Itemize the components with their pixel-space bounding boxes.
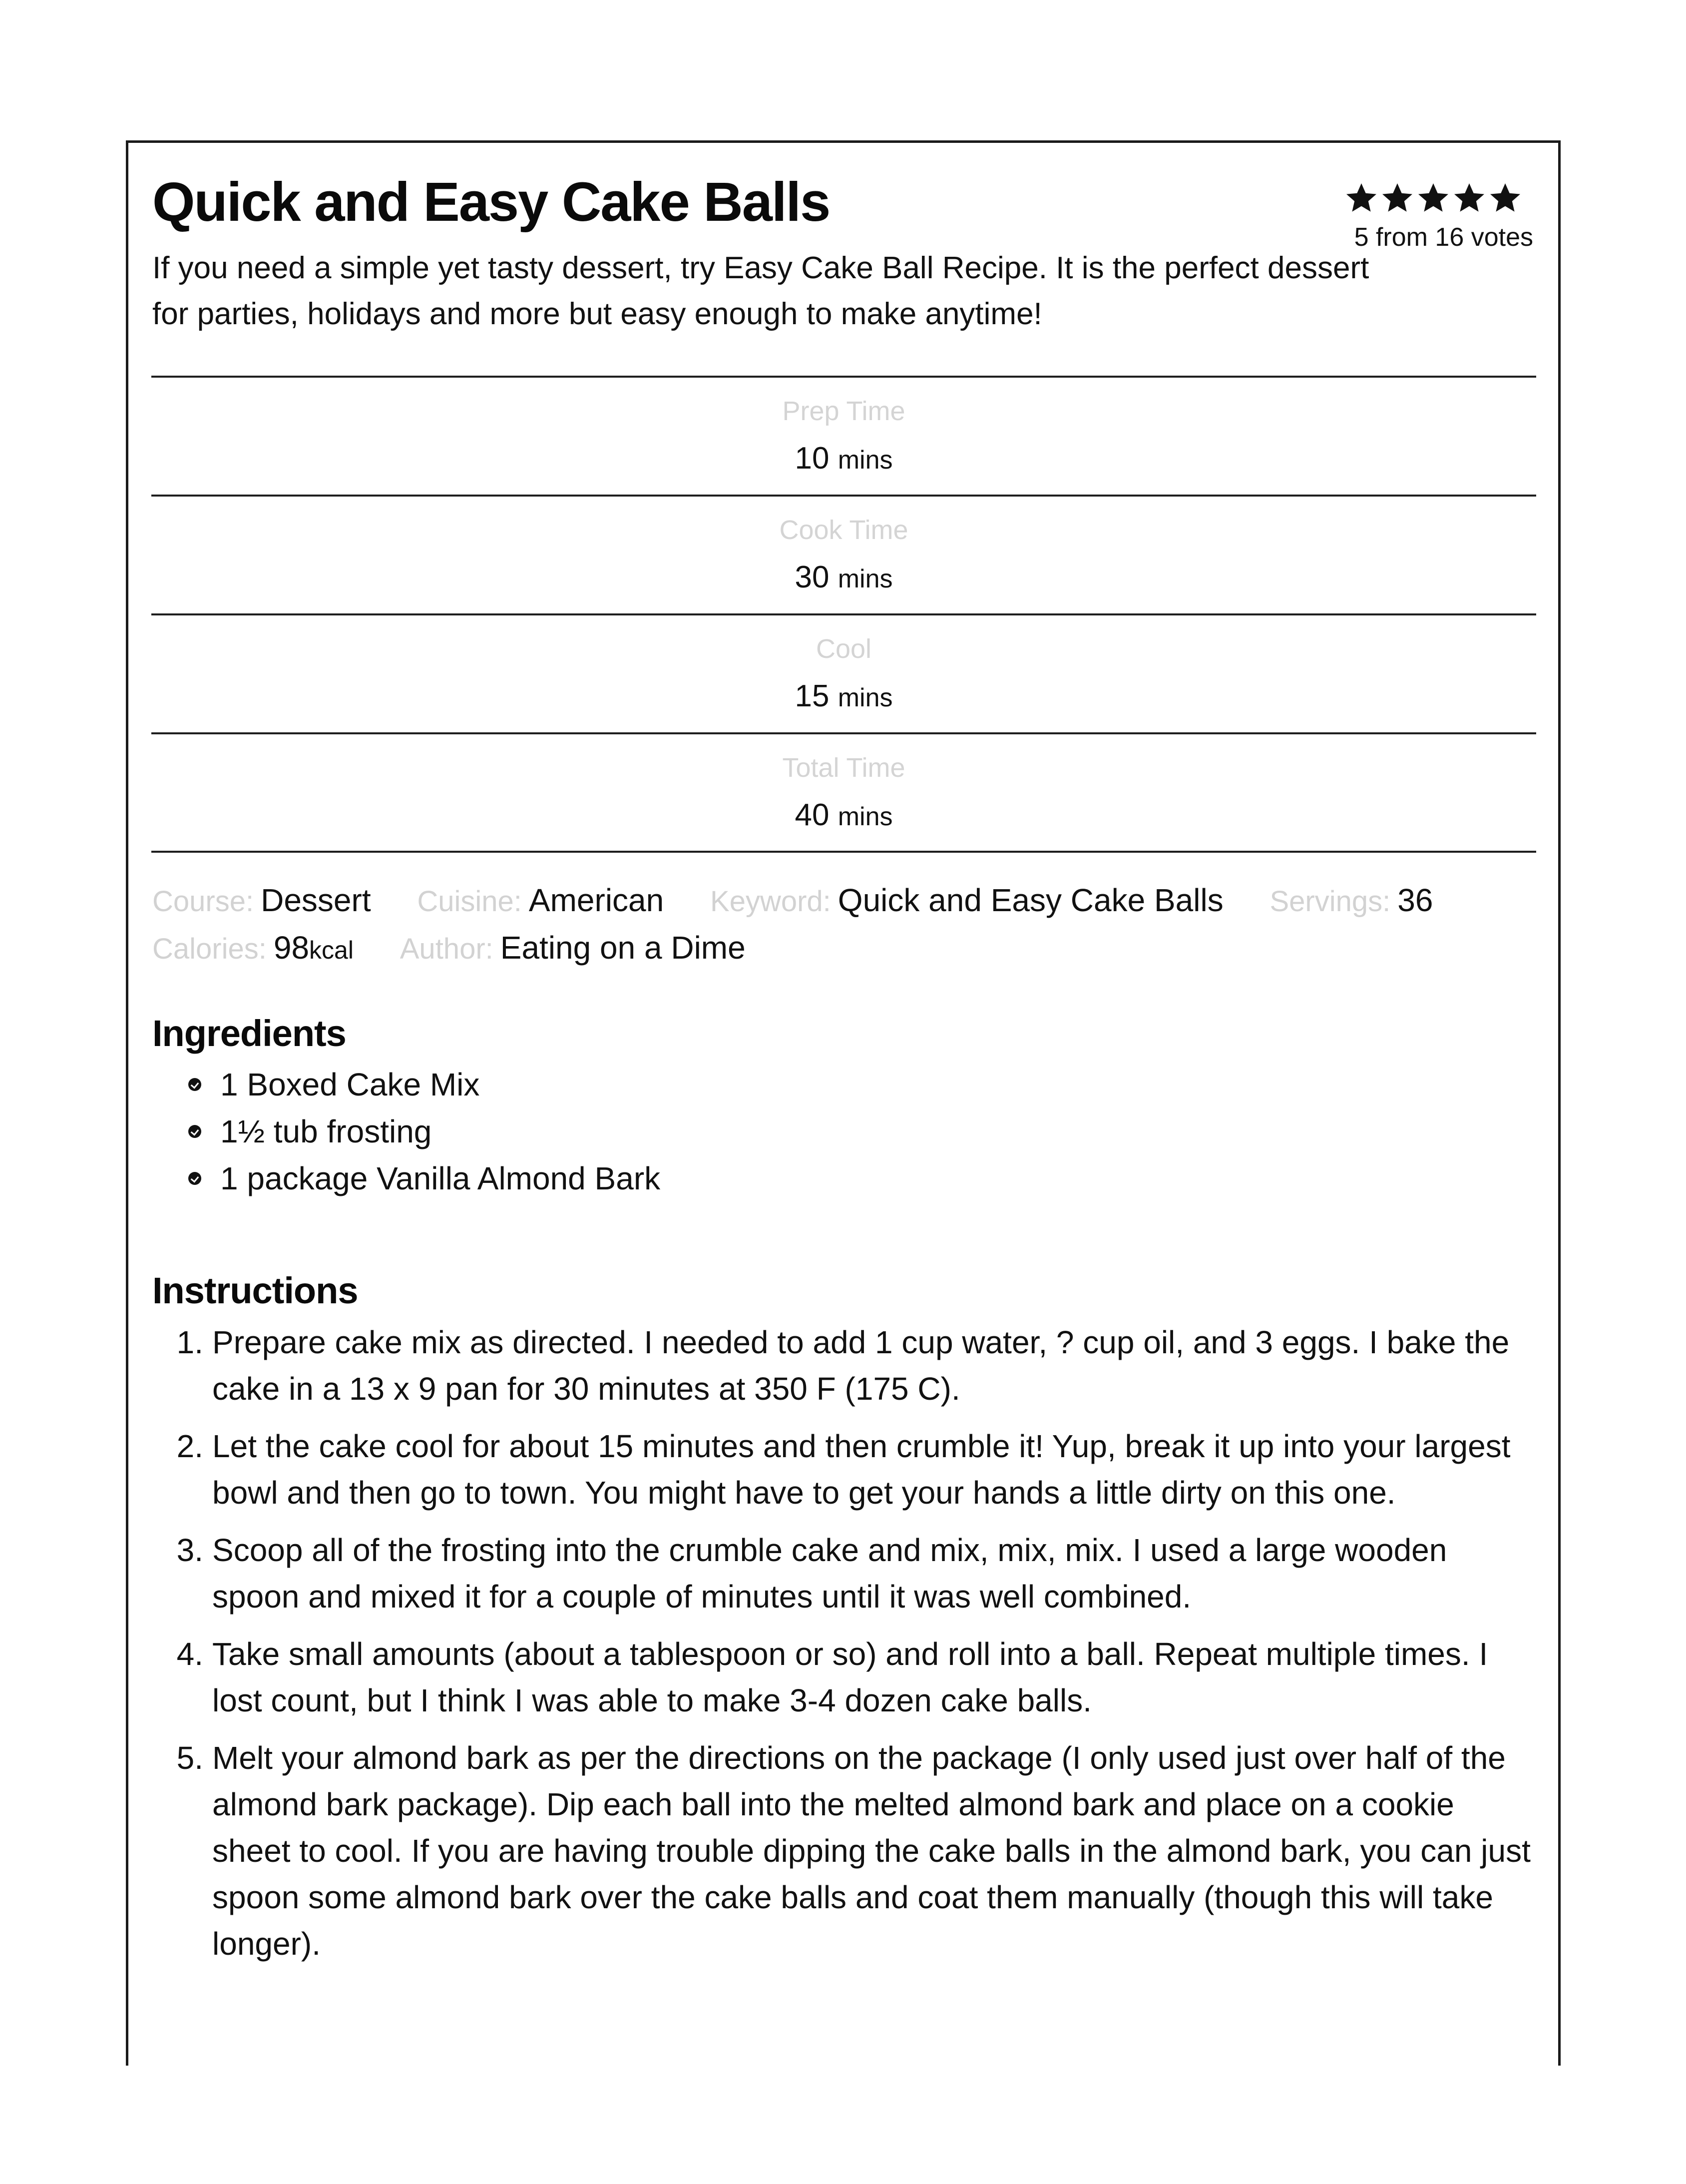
meta-line (152, 877, 1541, 925)
meta-label: Keyword: (710, 885, 831, 918)
meta-keyword (710, 877, 1224, 925)
time-unit: mins (838, 446, 893, 475)
instruction-step (152, 1527, 1531, 1620)
step-number: 4. (176, 1636, 203, 1672)
recipe-title: Quick and Easy Cake Balls (152, 171, 830, 233)
step-number: 2. (176, 1428, 203, 1464)
time-number: 30 (795, 560, 830, 594)
star-icon[interactable] (1451, 180, 1487, 216)
step-number: 3. (176, 1532, 203, 1568)
step-text: Prepare cake mix as directed. I needed to add 1 cup water, ? cup oil, and 3 eggs. I bake the cake in a 13 x 9 pan for 30 minutes at 350 F (175 C). (212, 1324, 1510, 1407)
meta-calories (152, 925, 354, 973)
ingredient-text: 1 package Vanilla Almond Bark (220, 1160, 661, 1196)
total-time (151, 732, 1536, 853)
star-icon[interactable] (1343, 180, 1379, 216)
time-label: Cook Time (779, 515, 908, 545)
ingredient-item[interactable] (188, 1155, 660, 1202)
step-text: Scoop all of the frosting into the crumble cake and mix, mix, mix. I used a large wooden spoon and mixed it for a couple of minutes until it was well combined. (212, 1532, 1447, 1615)
meta-value: American (528, 882, 664, 918)
meta-label: Servings: (1269, 885, 1391, 918)
check-circle-icon[interactable] (188, 1172, 201, 1185)
recipe-card (126, 140, 1561, 2066)
star-rating[interactable] (1343, 180, 1523, 216)
prep-time (151, 376, 1536, 495)
ingredient-text: 1 Boxed Cake Mix (220, 1067, 480, 1102)
time-value (151, 797, 1536, 833)
ingredient-item[interactable] (188, 1061, 660, 1108)
cook-time (151, 495, 1536, 613)
ingredient-text: 1½ tub frosting (220, 1113, 432, 1149)
time-value (151, 559, 1536, 595)
meta-cuisine (417, 877, 664, 925)
cool-time (151, 613, 1536, 732)
step-number: 1. (176, 1324, 203, 1360)
step-text: Take small amounts (about a tablespoon or so) and roll into a ball. Repeat multiple times. I lost count, but I think I was able to make 3-4 dozen cake balls. (212, 1636, 1488, 1718)
meta-line (152, 925, 1541, 973)
meta-value: Quick and Easy Cake Balls (838, 882, 1224, 918)
instruction-step (152, 1319, 1531, 1412)
time-label: Total Time (782, 753, 905, 783)
time-unit: mins (838, 683, 893, 712)
ingredients-heading: Ingredients (152, 1013, 346, 1054)
meta-author (400, 925, 746, 972)
meta-label: Author: (400, 933, 493, 965)
instruction-step (152, 1735, 1531, 1967)
meta-label: Cuisine: (417, 885, 522, 918)
check-circle-icon[interactable] (188, 1078, 201, 1091)
meta-servings[interactable] (1269, 877, 1433, 925)
time-value (151, 678, 1536, 714)
meta-course (152, 877, 371, 925)
recipe-meta (152, 877, 1541, 973)
meta-label: Course: (152, 885, 254, 918)
vote-count: 5 from 16 votes (1354, 223, 1533, 252)
instructions-heading: Instructions (152, 1270, 358, 1311)
recipe-summary: If you need a simple yet tasty dessert, try Easy Cake Ball Recipe. It is the perfect dessert for parties, holidays and more but easy enough to make anytime! (152, 251, 1369, 331)
time-label: Cool (816, 634, 872, 664)
time-number: 10 (795, 441, 830, 476)
instructions-list (152, 1319, 1531, 1978)
star-icon[interactable] (1487, 180, 1523, 216)
meta-value: Eating on a Dime (500, 930, 746, 966)
meta-label: Calories: (152, 933, 267, 965)
time-unit: mins (838, 564, 893, 593)
meta-value: Dessert (261, 882, 371, 918)
recipe-times (151, 376, 1536, 853)
ingredients-list (188, 1061, 660, 1202)
calories-unit: kcal (309, 936, 354, 964)
meta-value (274, 930, 354, 966)
star-icon[interactable] (1415, 180, 1451, 216)
check-circle-icon[interactable] (188, 1125, 201, 1138)
instruction-step (152, 1423, 1531, 1516)
time-label: Prep Time (782, 396, 905, 426)
star-icon[interactable] (1379, 180, 1415, 216)
instruction-step (152, 1631, 1531, 1724)
step-text: Melt your almond bark as per the directions on the package (I only used just over half of the almond bark package). Dip each ball into the melted almond bark and place on a cookie sheet to cool. If you are having trouble dipping the cake balls in the almond bark, you can just spoon some almond bark over the cake balls and coat them manually (though this will take longer). (212, 1740, 1531, 1962)
time-value (151, 441, 1536, 476)
time-number: 15 (795, 679, 830, 713)
calories-number: 98 (273, 930, 310, 966)
time-number: 40 (795, 798, 830, 832)
servings-value[interactable]: 36 (1397, 882, 1433, 918)
time-unit: mins (838, 802, 893, 831)
ingredient-item[interactable] (188, 1108, 660, 1155)
step-number: 5. (176, 1740, 203, 1776)
recipe-rating[interactable] (1343, 180, 1533, 252)
step-text: Let the cake cool for about 15 minutes and then crumble it! Yup, break it up into your largest bowl and then go to town. You might have to get your hands a little dirty on this one. (212, 1428, 1511, 1511)
